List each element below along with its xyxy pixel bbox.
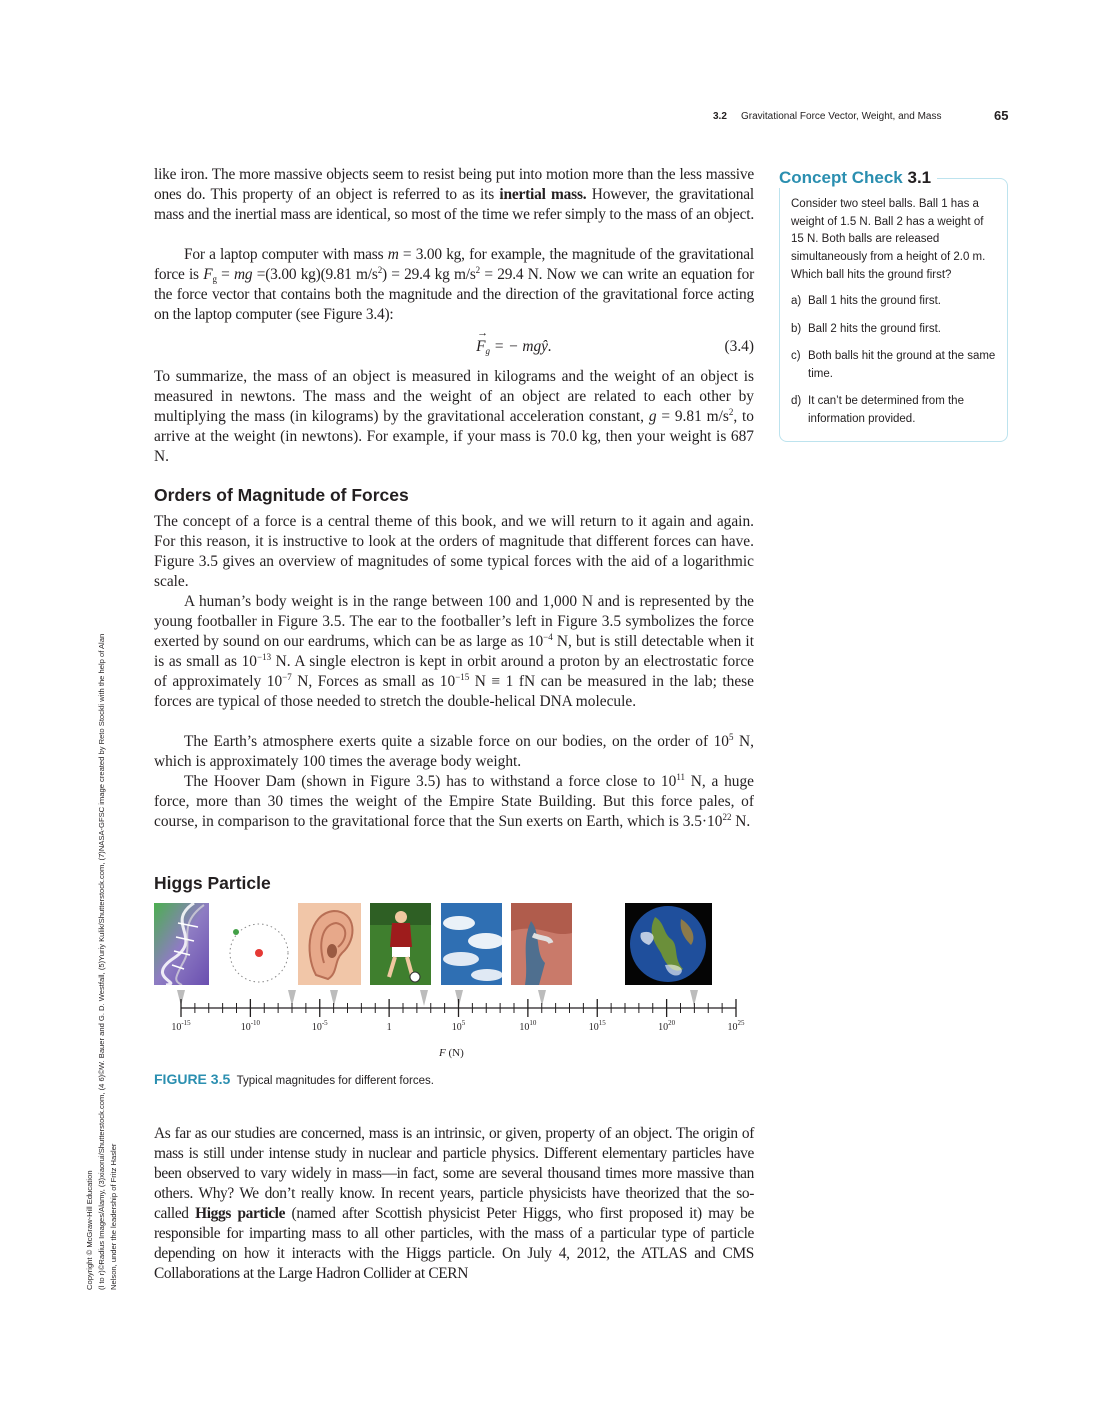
equation-3-4	[154, 327, 754, 358]
concept-check-title: Concept Check 3.1	[779, 168, 937, 188]
section-title: Gravitational Force Vector, Weight, and Mass	[741, 111, 942, 122]
option-d[interactable]: d) It can’t be determined from the information provided.	[791, 395, 964, 425]
heading-higgs-particle: Higgs Particle	[154, 873, 271, 893]
sky-clouds-image	[441, 903, 502, 985]
paragraph-summary: To summarize, the mass of an object is measured in kilograms and the weight of an object is measured in newtons. The mass and the weight of an object are related to each other by multiplying the mass (in kilograms) by the gravitational acceleration constant, g = 9.81 $m/s^2$, to arrive at the weight (in newtons). For example, if your mass is 70.0 kg, then your weight is 687 N.	[154, 368, 754, 465]
figure-caption: FIGURE 3.5 Typical magnitudes for different forces.	[154, 1071, 434, 1087]
equation-body: → $F_g$ = − mgŷ.	[476, 327, 552, 356]
axis-label: F (N)	[439, 1047, 464, 1059]
paragraph-body-weight: A human’s body weight is in the range between 100 and 1,000 N and is represented by the young footballer in Figure 3.5. The ear to the footballer’s left in Figure 3.5 symbolizes the force exerted by sound on our eardrums, which can be as large as $10^{-4}$ N, but is still detectable when it is as small as $10^{-13}$ N. A single electron is kept in orbit around a proton by an electrostatic force of approximately $10^{-7}$ N, Forces as small as $10^{-15}$ N ≡ 1 fN can be measured in the lab; these forces are typical of those needed to stretch the double-helical DNA molecule.	[154, 593, 754, 710]
term-inertial-mass: inertial mass.	[499, 186, 587, 203]
ear-image	[298, 903, 361, 985]
tick-label: $10^{-10}$	[240, 1019, 261, 1033]
tick-label: $10^{25}$	[727, 1019, 745, 1033]
tick-label: $10^{-15}$	[171, 1019, 191, 1033]
running-head	[0, 108, 1118, 128]
side-credit: Copyright © McGraw-Hill Education (l to r)©Radius Images/Alamy, (3)xiaorui/Shutterstock.com, (4 6)©W. Bauer and G. D. Westfall, (5)Yuriy Kulik/Shutterstock.com, (7)NASA-GFSC image created by Reto Stockli with the help of Alan Nelson, under the leadership of Fritz Hasler	[85, 633, 118, 1290]
paragraph-inertial-mass: like iron. The more massive objects seem to resist being put into motion more than the less massive ones do. This property of an object is referred to as its inertial mass. However, the gravitational mass and the inertial mass are identical, so most of the time we refer simply to the mass of an object.	[154, 166, 754, 223]
paragraph-laptop-example: For a laptop computer with mass m = 3.00 kg, for example, the magnitude of the gravitational force is $F_g$ = mg =(3.00 kg)(9.81 $m/s^2) = 29.4$ kg $m/s^2 = 29.4$ N. Now we can write an equation for the force vector that contains both the magnitude and the direction of the gravitational force acting on the laptop computer (see Figure 3.4):	[154, 246, 755, 323]
paragraph-atmosphere: The Earth’s atmosphere exerts quite a sizable force on our bodies, on the order of $10^5$ N, which is approximately 100 times the average body weight.	[154, 732, 754, 770]
tick-label: $10^{10}$	[519, 1019, 537, 1033]
hoover-dam-image	[511, 903, 572, 985]
paragraph-hoover-dam: The Hoover Dam (shown in Figure 3.5) has to withstand a force close to $10^{11}$ N, a huge force, more than 30 times the weight of the Empire State Building. But this force pales, of course, in comparison to the gravitational force that the Sun exerts on Earth, which is $3.5\cdot 10^{22}$ N.	[154, 772, 754, 830]
tick-label: $10^{20}$	[658, 1019, 676, 1033]
dna-helix-image	[154, 903, 209, 985]
tick-label: $10^5$	[451, 1019, 466, 1033]
page-number: 65	[994, 108, 1009, 123]
paragraph-higgs: As far as our studies are concerned, mass is an intrinsic, or given, property of an object. The origin of mass is still under intense study in nuclear and particle physics. Different elementary particles have been observed to vary widely in mass—in fact, some are several thousand times more massive than others. Why? We don’t really know. In recent years, particle physicists have theorized that the so-called Higgs particle (named after Scottish physicist Peter Higgs, who first proposed it) may be responsible for imparting mass to all other particles, with the mass of a particular type of particle depending on how it interacts with the Higgs particle. On July 4, 2012, the ATLAS and CMS Collaborations at the Large Hadron Collider at CERN	[154, 1125, 754, 1282]
equation-number: (3.4)	[724, 338, 754, 355]
electron-orbit-image	[222, 903, 292, 985]
footballer-image	[370, 903, 431, 985]
option-a[interactable]: a) Ball 1 hits the ground first.	[791, 295, 941, 307]
figure-axis	[150, 996, 750, 1022]
tick-label: $10^{15}$	[588, 1019, 606, 1033]
term-higgs-particle: Higgs particle	[195, 1205, 286, 1222]
section-number: 3.2	[713, 111, 727, 122]
tick-label: 1	[386, 1022, 392, 1033]
paragraph-orders-intro: The concept of a force is a central theme of this book, and we will return to it again and again. For this reason, it is instructive to look at the orders of magnitude that different forces can have. Figure 3.5 gives an overview of magnitudes of some typical forces with the aid of a logarithmic scale.	[154, 513, 754, 590]
option-c[interactable]: c) Both balls hit the ground at the same time.	[791, 350, 996, 380]
heading-orders-of-magnitude: Orders of Magnitude of Forces	[154, 485, 409, 505]
concept-check-question: Consider two steel balls. Ball 1 has a weight of 1.5 N. Ball 2 has a weight of 15 N. Both balls are released simultaneously from a height of 2.0 m. Which ball hits the ground first?	[791, 198, 986, 281]
earth-image	[625, 903, 712, 985]
tick-label: $10^{-5}$	[311, 1019, 328, 1033]
option-b[interactable]: b) Ball 2 hits the ground first.	[791, 323, 941, 335]
